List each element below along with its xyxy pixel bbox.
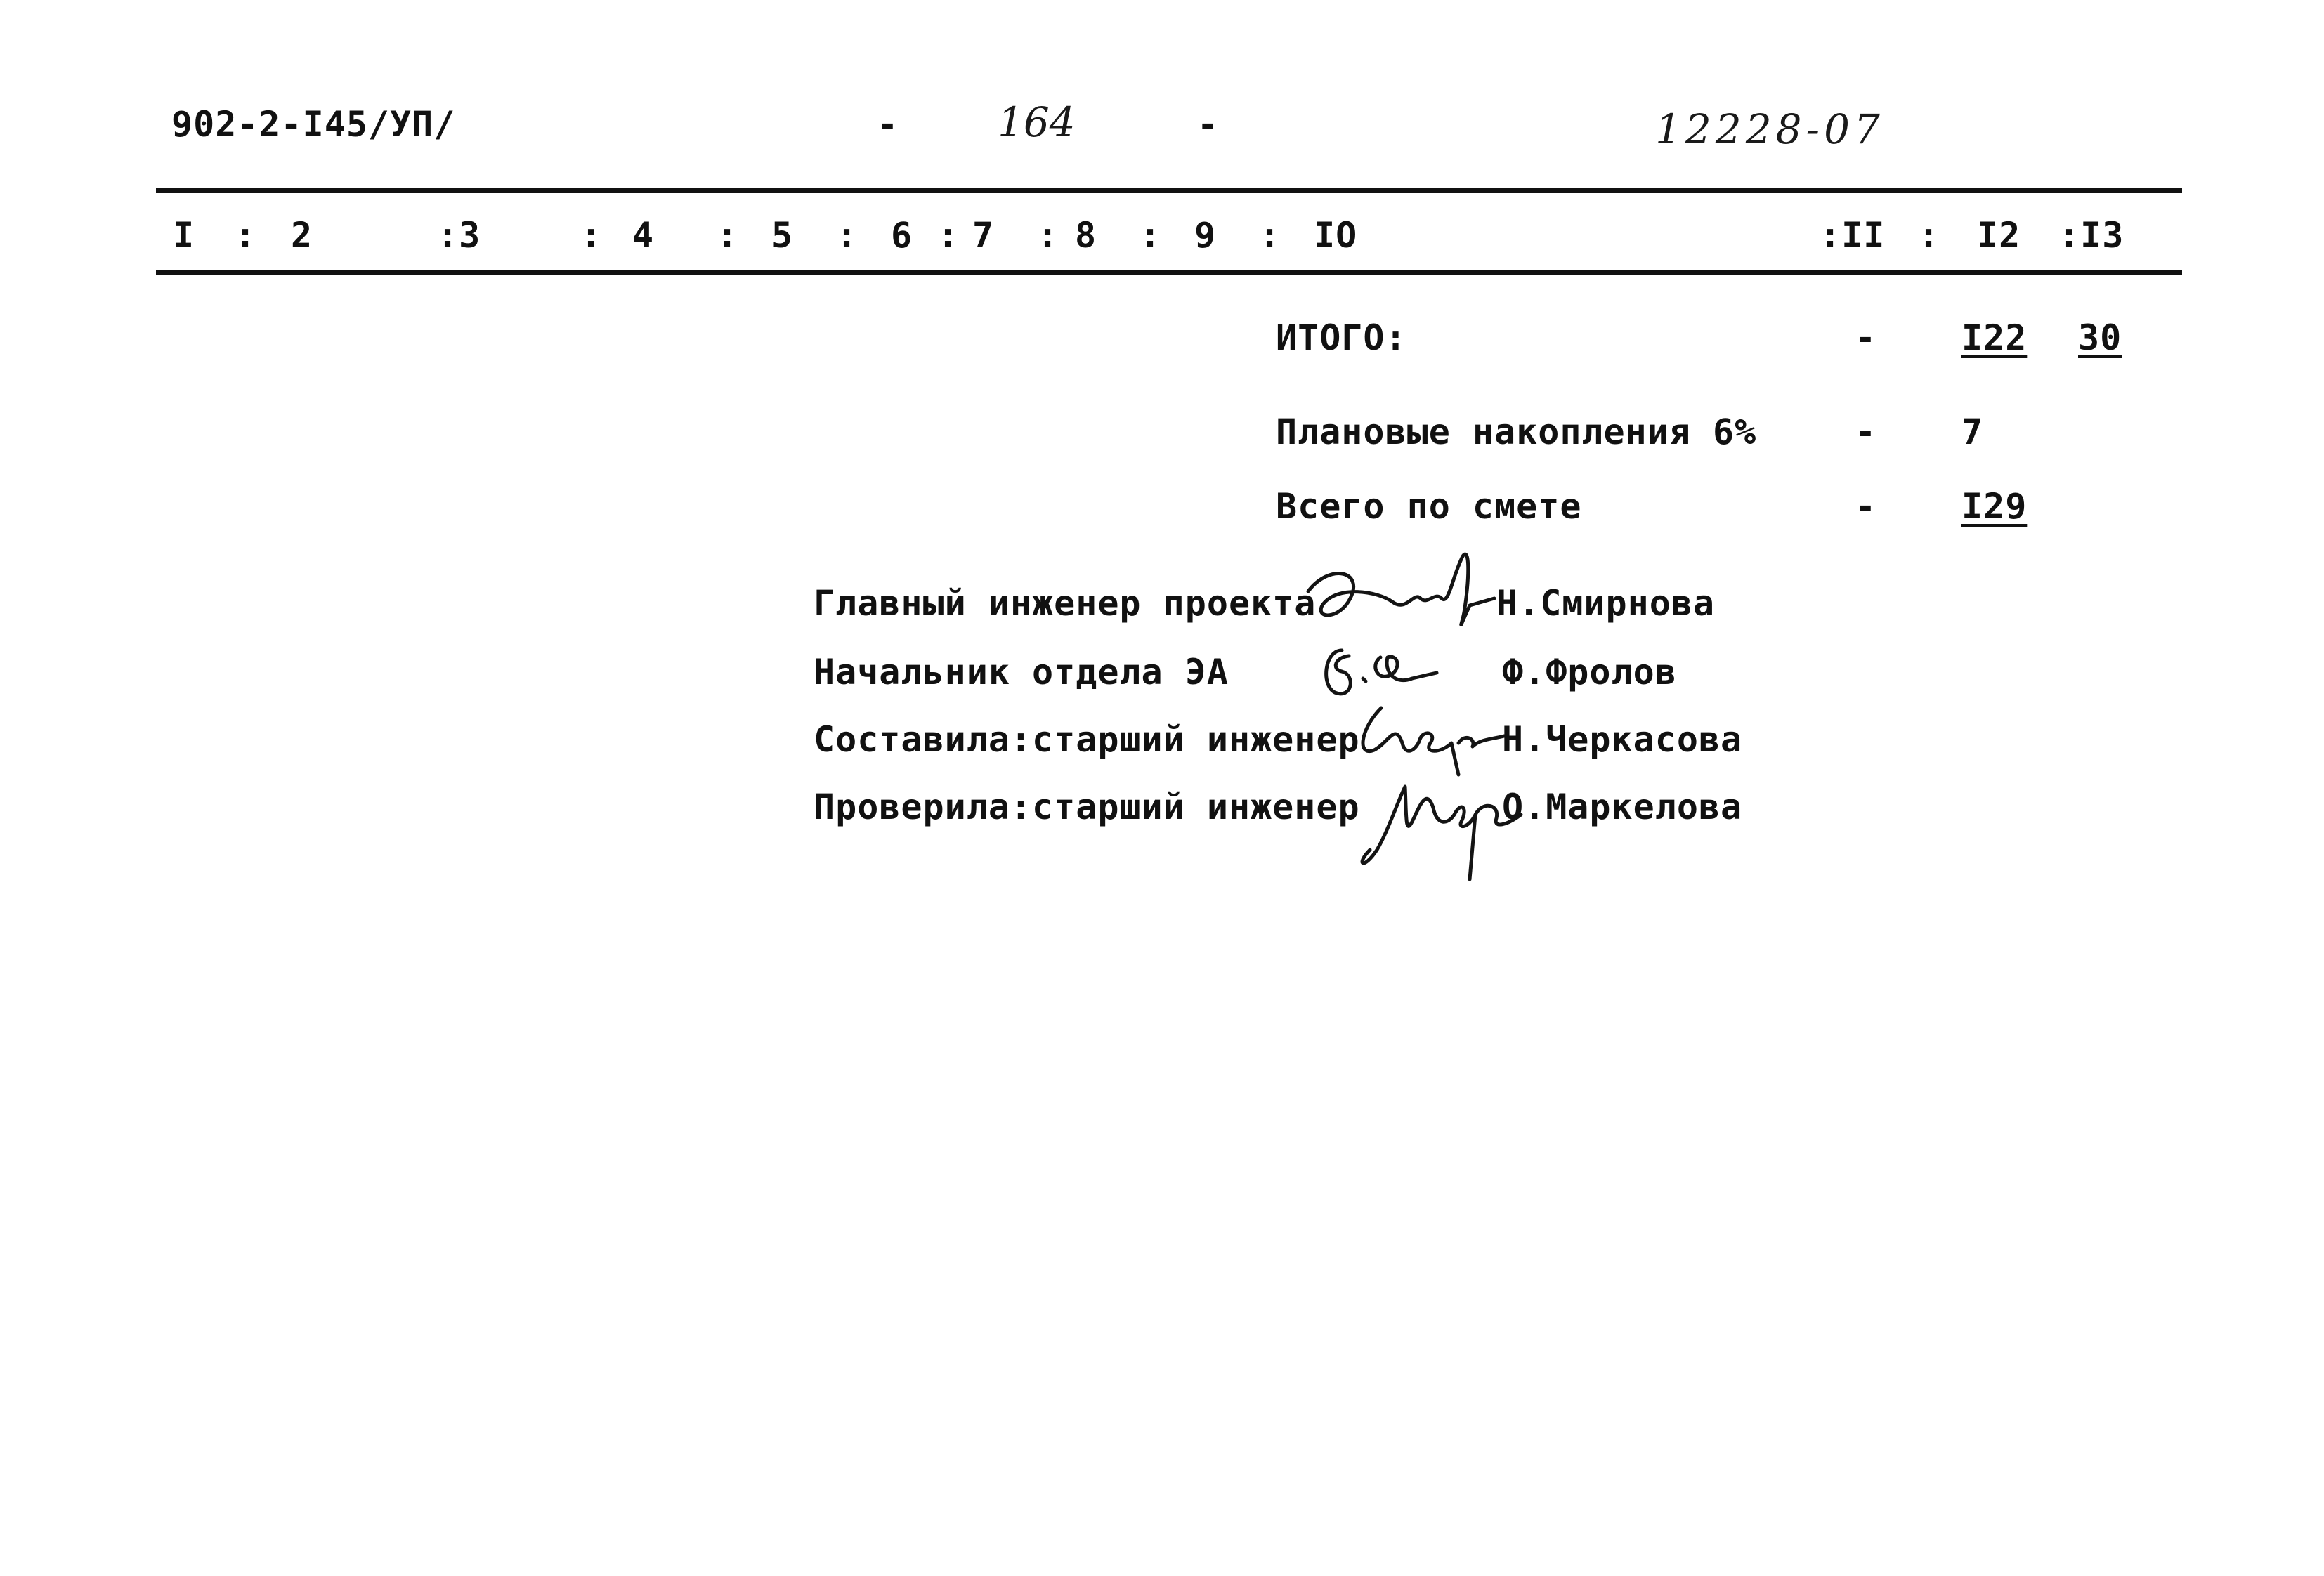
column-number: 8	[1075, 215, 1097, 256]
column-separator: :	[235, 215, 257, 256]
column-number: 6	[891, 215, 913, 256]
column-number: 4	[632, 215, 655, 256]
signatory-name: Н.Черкасова	[1502, 719, 1743, 760]
planned-savings-value: 7	[1961, 412, 1984, 452]
signatory-name: Н.Смирнова	[1496, 583, 1716, 624]
column-number: :3	[437, 215, 481, 256]
grand-total-dash: -	[1855, 486, 1877, 527]
signatory-role: Главный инженер проекта	[814, 583, 1317, 624]
column-separator: :	[1037, 215, 1059, 256]
column-number: 2	[291, 215, 313, 256]
column-separator: :	[1140, 215, 1162, 256]
grand-total-value: I29	[1961, 486, 2028, 527]
column-number: :II	[1820, 215, 1886, 256]
planned-savings-dash: -	[1855, 412, 1877, 452]
archive-number: 12228-07	[1655, 105, 1884, 153]
header-rule-top	[156, 188, 2182, 193]
column-number: 7	[972, 215, 995, 256]
page-number: 164	[998, 98, 1076, 146]
signatory-role: Проверила:старший инженер	[814, 787, 1360, 827]
total-label: ИТОГО:	[1276, 317, 1407, 358]
column-number: I	[173, 215, 195, 256]
total-dash: -	[1855, 317, 1877, 358]
column-separator: :	[1918, 215, 1940, 256]
column-separator: :	[937, 215, 960, 256]
handwritten-signature	[1356, 759, 1525, 885]
document-code: 902-2-I45/УП/	[171, 104, 456, 145]
column-number: :I3	[2058, 215, 2124, 256]
total-value: I22	[1961, 317, 2028, 358]
handwritten-signature	[1314, 636, 1440, 707]
column-number: 5	[771, 215, 794, 256]
planned-savings-label: Плановые накопления 6%	[1276, 412, 1757, 452]
total-kopecks: 30	[2078, 317, 2122, 358]
signatory-name: О.Маркелова	[1502, 787, 1743, 827]
column-number: 9	[1194, 215, 1217, 256]
signatory-role: Составила:старший инженер	[814, 719, 1360, 760]
column-separator: :	[580, 215, 603, 256]
column-number: IO	[1314, 215, 1358, 256]
signatory-name: Ф.Фролов	[1502, 652, 1677, 692]
page-dash-right: -	[1197, 104, 1220, 145]
handwritten-signature	[1301, 549, 1498, 641]
page-dash-left: -	[877, 104, 899, 145]
signatory-role: Начальник отдела ЭА	[814, 652, 1229, 692]
column-separator: :	[836, 215, 859, 256]
column-separator: :	[717, 215, 739, 256]
grand-total-label: Всего по смете	[1276, 486, 1582, 527]
header-rule-bottom	[156, 270, 2182, 275]
column-separator: :	[1259, 215, 1281, 256]
column-number: I2	[1977, 215, 2021, 256]
